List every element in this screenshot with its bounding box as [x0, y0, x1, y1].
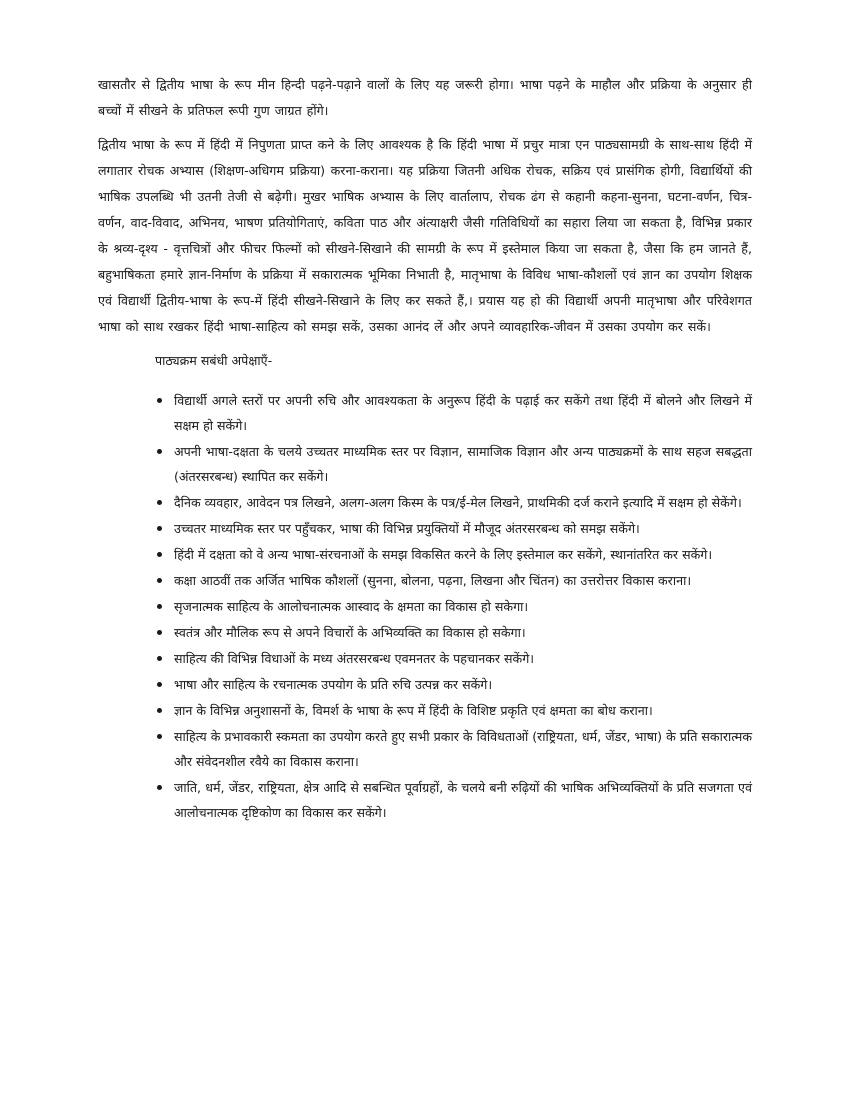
bullet-icon: [157, 449, 162, 454]
body-paragraph: द्वितीय भाषा के रूप में हिंदी में निपुणता प्राप्त कने के लिए आवश्यक है कि हिंदी भाषा में प्रचुर मात्रा एन पाठ्यसामग्री के साथ-साथ हिंदी में लगातार रोचक अभ्यास (शिक्षण-अधिगम प्रक्रिया) करना-कराना। यह प्रक्रिया जितनी अधिक रोचक, सक्रिय एवं प्रासंगिक होगी, विद्यार्थियों की भाषिक उपलब्धि भी उतनी तेजी से बढ़ेगी। मुखर भाषिक अभ्यास के लिए वार्तालाप, रोचक ढंग से कहानी कहना-सुनना, घटना-वर्णन, चित्र-वर्णन, वाद-विवाद, अभिनय, भाषण प्रतियोगिताएं, कविता पाठ और अंत्याक्षरी जैसी गतिविधियों का सहारा लिया जा सकता है, विभिन्न प्रकार के श्रव्य-दृश्य - वृत्तचित्रों और फीचर फिल्मों को सीखने-सिखाने की सामग्री के रूप में इस्तेमाल किया जा सकता है, जैसा कि हम जानते हैं, बहुभाषिकता हमारे ज्ञान-निर्माण के प्रक्रिया में सकारात्मक भूमिका निभाती है, मातृभाषा के विविध भाषा-कौशलों एवं ज्ञान का उपयोग शिक्षक एवं विद्यार्थी द्वितीय-भाषा के रूप-में हिंदी सीखने-सिखाने के लिए कर सकते हैं,। प्रयास यह हो की विद्यार्थी अपनी मातृभाषा और परिवेशगत भाषा को साथ रखकर हिंदी भाषा-साहित्य को समझ सकें, उसका आनंद लें और अपने व्यावहारिक-जीवन में उसका उपयोग कर सकें।: [98, 137, 752, 334]
list-item: [156, 698, 752, 723]
list-item-text: स्वतंत्र और मौलिक रूप से अपने विचारों के अभिव्यक्ति का विकास हो सकेगा।: [174, 625, 526, 640]
bullet-icon: [157, 708, 162, 713]
bullet-icon: [157, 682, 162, 687]
list-item-text: साहित्य के प्रभावकारी स्कमता का उपयोग करते हुए सभी प्रकार के विविधताओं (राष्ट्रियता, धर्म, जेंडर, भाषा) के प्रति सकारात्मक और संवेदनशील रवैये का विकास कराना।: [174, 729, 752, 769]
expectations-list: [98, 388, 752, 825]
bullet-icon: [157, 656, 162, 661]
list-item-text: ज्ञान के विभिन्न अनुशासनों के, विमर्श के भाषा के रूप में हिंदी के विशिष्ट प्रकृति एवं क्षमता का बोध कराना।: [174, 703, 653, 718]
list-item-text: हिंदी में दक्षता को वे अन्य भाषा-संरचनाओं के समझ विकसित करने के लिए इस्तेमाल कर सकेंगे, स्थानांतरित कर सकेंगे।: [174, 547, 713, 562]
bullet-icon: [157, 552, 162, 557]
list-item: [156, 439, 752, 489]
bullet-icon: [157, 785, 162, 790]
list-item-text: साहित्य की विभिन्न विधाओं के मध्य अंतरसरबन्ध एवमनतर के पहचानकर सकेंगे।: [174, 651, 535, 666]
bullet-icon: [157, 630, 162, 635]
bullet-icon: [157, 578, 162, 583]
list-item: [156, 568, 752, 593]
list-item: [156, 775, 752, 825]
document-page: [98, 72, 752, 826]
list-item-text: विद्यार्थी अगले स्तरों पर अपनी रुचि और आवश्यकता के अनुरूप हिंदी के पढ़ाई कर सकेंगे तथा हिंदी में बोलने और लिखने में सक्षम हो सकेंगे।: [174, 393, 752, 433]
list-item: [156, 516, 752, 541]
bullet-icon: [157, 734, 162, 739]
list-item: [156, 672, 752, 697]
list-item-text: अपनी भाषा-दक्षता के चलये उच्चतर माध्यमिक स्तर पर विज्ञान, सामाजिक विज्ञान और अन्य पाठ्यक्रमों के साथ सहज सबद्धता (अंतरसरबन्ध) स्थापित कर सकेंगे।: [174, 444, 752, 484]
list-item-text: उच्चतर माध्यमिक स्तर पर पहुँचकर, भाषा की विभिन्न प्रयुक्तियों में मौजूद अंतरसरबन्ध को समझ सकेंगे।: [174, 521, 640, 536]
list-item-text: सृजनात्मक साहित्य के आलोचनात्मक आस्वाद के क्षमता का विकास हो सकेगा।: [174, 599, 529, 614]
bullet-icon: [157, 526, 162, 531]
list-item-text: कक्षा आठवीं तक अर्जित भाषिक कौशलों (सुनना, बोलना, पढ़ना, लिखना और चिंतन) का उत्तरोत्तर विकास कराना।: [174, 573, 692, 588]
list-item: [156, 542, 752, 567]
list-item-text: जाति, धर्म, जेंडर, राष्ट्रियता, क्षेत्र आदि से सबन्धित पूर्वाग्रहों, के चलये बनी रुढ़ियों की भाषिक अभिव्यक्तियों के प्रति सजगता एवं आलोचनात्मक दृष्टिकोण का विकास कर सकेंगे।: [174, 780, 752, 820]
list-item-text: भाषा और साहित्य के रचनात्मक उपयोग के प्रति रुचि उत्पन्न कर सकेंगे।: [174, 677, 493, 692]
list-item-text: दैनिक व्यवहार, आवेदन पत्र लिखने, अलग-अलग किस्म के पत्र/ई-मेल लिखने, प्राथमिकी दर्ज कराने इत्यादि में सक्षम हो सेकेंगे।: [174, 495, 742, 510]
intro-paragraph: खासतौर से द्वितीय भाषा के रूप मीन हिन्दी पढ़ने-पढ़ाने वालों के लिए यह जरूरी होगा। भाषा पढ़ने के माहौल और प्रक्रिया के अनुसार ही बच्चों में सीखने के प्रतिफल रूपी गुण जाग्रत होंगे।: [98, 77, 752, 118]
section-heading: पाठ्यक्रम सबंधी अपेक्षाएँ-: [155, 353, 273, 368]
list-item: [156, 490, 752, 515]
bullet-icon: [157, 604, 162, 609]
list-item: [156, 594, 752, 619]
list-item: [156, 620, 752, 645]
list-item: [156, 388, 752, 438]
list-item: [156, 646, 752, 671]
bullet-icon: [157, 398, 162, 403]
list-item: [156, 724, 752, 774]
bullet-icon: [157, 500, 162, 505]
